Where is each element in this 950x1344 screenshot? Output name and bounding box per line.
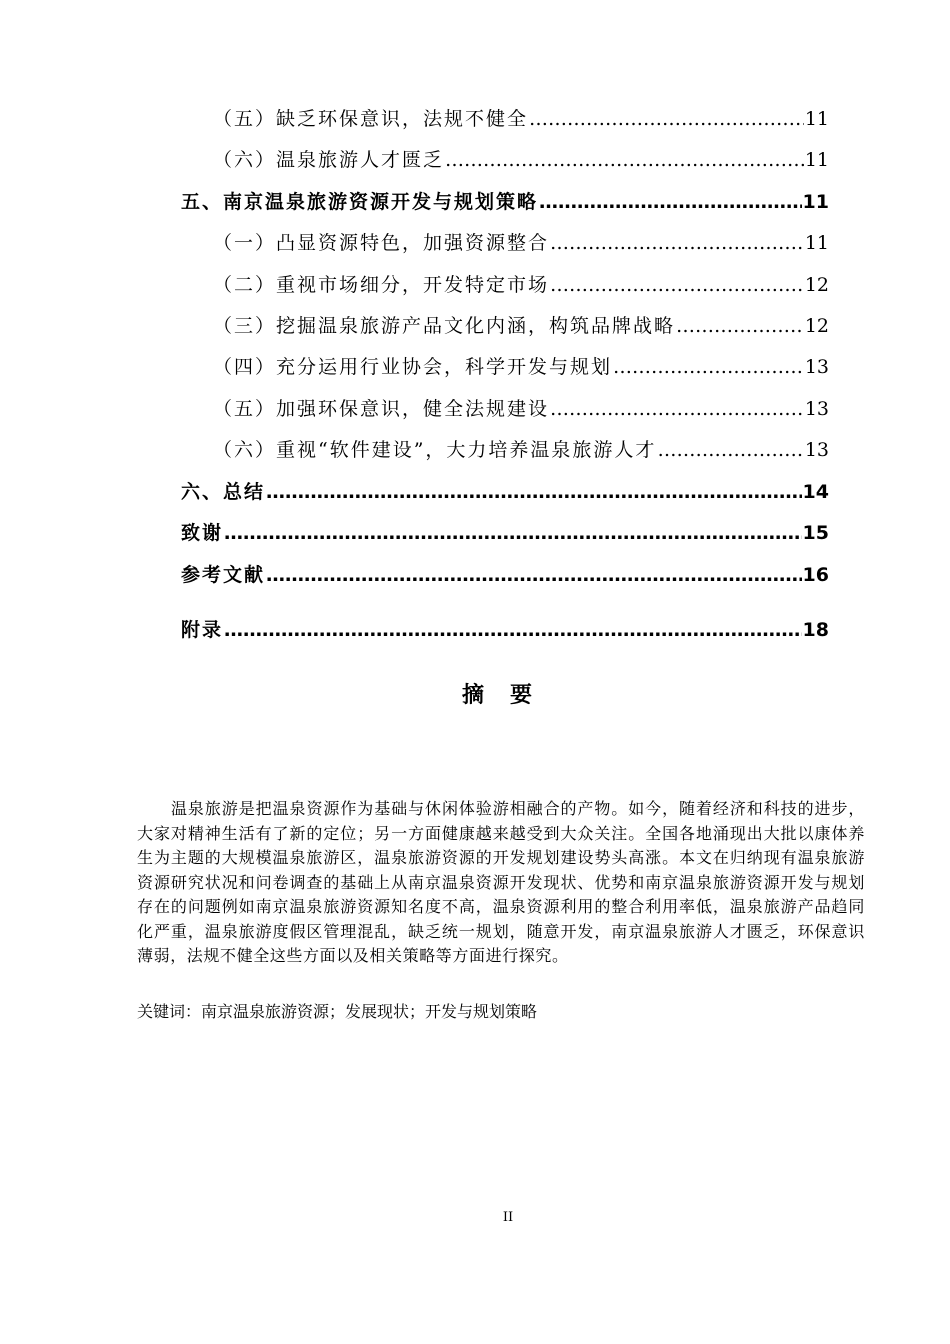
toc-entry-title: 六、总结 [181,481,266,503]
toc-entry[interactable] [213,145,829,172]
toc-entry-page: 11 [804,149,829,171]
toc-entry-page: 18 [802,619,829,641]
toc-entry-title: （三）挖掘温泉旅游产品文化内涵，构筑品牌战略 [213,315,676,337]
toc-entry-chapter[interactable] [181,560,829,587]
toc-entry-title: （六）重视“软件建设”，大力培养温泉旅游人才 [213,439,657,461]
toc-entry-title: （二）重视市场细分，开发特定市场 [213,274,550,296]
toc-leader-dots [224,522,802,544]
toc-leader-dots [613,356,804,378]
toc-entry-chapter[interactable] [181,477,829,504]
toc-entry-chapter[interactable] [181,518,829,545]
toc-entry-page: 12 [804,315,829,337]
toc-entry-page: 13 [804,356,829,378]
toc-entry-page: 11 [804,108,829,130]
toc-entry[interactable] [213,228,829,255]
toc-entry-title: 五、南京温泉旅游资源开发与规划策略 [181,191,539,213]
toc-entry-title: （六）温泉旅游人才匮乏 [213,149,445,171]
toc-entry[interactable] [213,311,829,338]
toc-leader-dots [676,315,804,337]
toc-leader-dots [550,398,804,420]
toc-entry-page: 13 [804,398,829,420]
toc-entry-title: （五）缺乏环保意识，法规不健全 [213,108,529,130]
keywords-text: ：南京温泉旅游资源；发展现状；开发与规划策略 [185,1002,538,1021]
toc-entry-chapter[interactable] [181,187,829,214]
toc-leader-dots [550,232,804,254]
toc-leader-dots [529,108,804,130]
toc-entry[interactable] [213,270,829,297]
toc-entry-title: （五）加强环保意识，健全法规建设 [213,398,550,420]
toc-entry-page: 15 [802,522,829,544]
toc-leader-dots [445,149,804,171]
abstract-body: 温泉旅游是把温泉资源作为基础与休闲体验游相融合的产物。如今，随着经济和科技的进步，大家对精神生活有了新的定位；另一方面健康越来越受到大众关注。全国各地涌现出大批以康体养生为主题的大规模温泉旅游区，温泉旅游资源的开发规划建设势头高涨。本文在归纳现有温泉旅游资源研究状况和问卷调查的基础上从南京温泉资源开发现状、优势和南京温泉旅游资源开发与规划存在的问题例如南京温泉旅游资源知名度不高，温泉资源利用的整合利用率低，温泉旅游产品趋同化严重，温泉旅游度假区管理混乱，缺乏统一规划，随意开发，南京温泉旅游人才匮乏，环保意识薄弱，法规不健全这些方面以及相关策略等方面进行探究。 [137,799,865,965]
toc-entry-title: 附录 [181,619,224,641]
toc-leader-dots [266,564,802,586]
toc-entry[interactable] [213,435,829,462]
toc-leader-dots [539,191,802,213]
toc-entry-title: （四）充分运用行业协会，科学开发与规划 [213,356,613,378]
toc-entry-chapter[interactable] [181,615,829,642]
abstract-title: 摘要 [461,683,558,708]
toc-entry-page: 11 [802,191,829,213]
toc-leader-dots [266,481,802,503]
toc-leader-dots [224,619,802,641]
toc-entry[interactable] [213,394,829,421]
toc-entry-page: 12 [804,274,829,296]
toc-entry-title: 致谢 [181,522,224,544]
page-number: II [502,1210,514,1225]
toc-entry-title: 参考文献 [181,564,266,586]
toc-leader-dots [657,439,803,461]
keywords-label: 关键词 [137,1002,186,1021]
toc-entry[interactable] [213,352,829,379]
toc-entry-title: （一）凸显资源特色，加强资源整合 [213,232,550,254]
keywords-line [137,999,537,1022]
toc-leader-dots [550,274,804,296]
toc-entry-page: 16 [802,564,829,586]
toc-entry-page: 13 [804,439,829,461]
toc-entry-page: 11 [804,232,829,254]
toc-entry[interactable] [213,104,829,131]
toc-entry-page: 14 [802,481,829,503]
